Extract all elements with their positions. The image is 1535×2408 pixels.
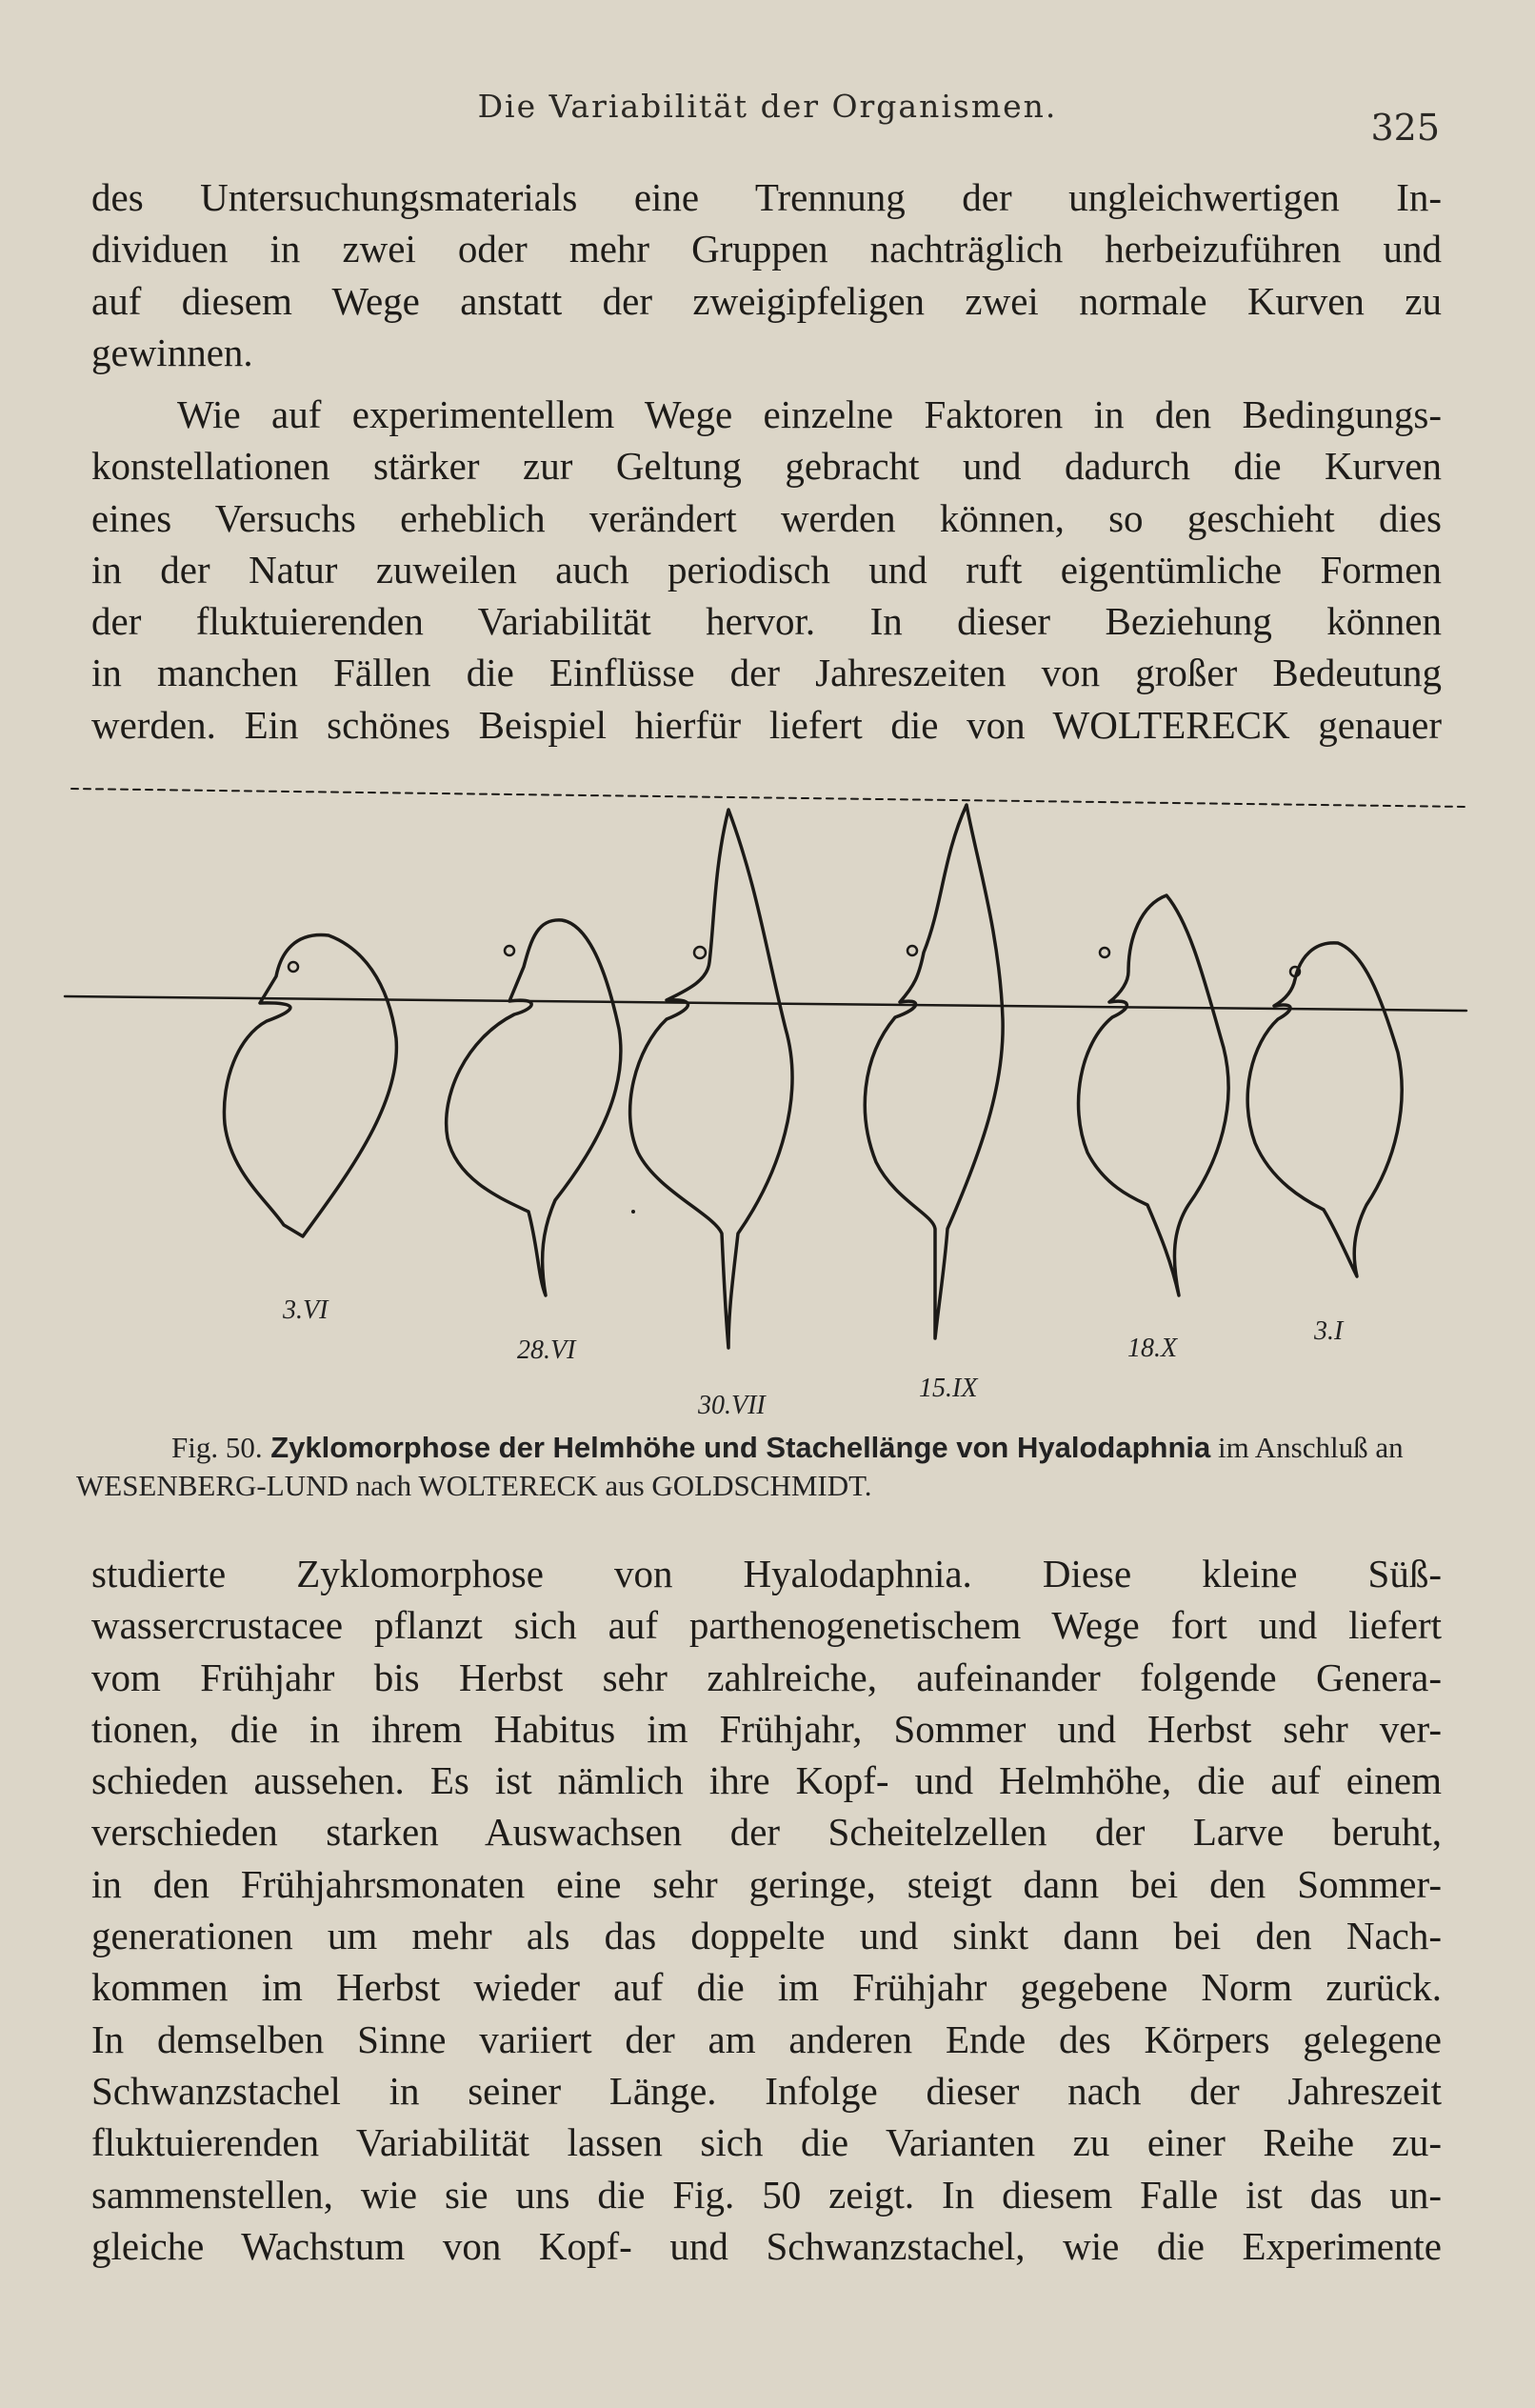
text-line: tionen, die in ihrem Habitus im Frühjahr, Sommer und Herbst sehr ver- [91,1706,1442,1751]
figure-label: 3.VI [283,1295,329,1325]
text-line: in der Natur zuweilen auch periodisch und ruft eigentümliche Formen [91,547,1442,592]
figure-label: 30.VII [698,1391,766,1420]
figure-caption [76,1429,1428,1505]
text-line: In demselben Sinne variiert der am anderen Ende des Körpers gelegene [91,2017,1442,2061]
text-line: werden. Ein schönes Beispiel hierfür liefert die von WOLTERECK genauer [91,702,1442,747]
figure-label: 18.X [1127,1334,1178,1363]
text-line: Wie auf experimentellem Wege einzelne Faktoren in den Bedingungs- [177,392,1442,436]
text-line: gewinnen. [91,330,253,374]
text-line: der fluktuierenden Variabilität hervor. In dieser Beziehung können [91,599,1442,644]
figure-label: 3.I [1314,1316,1344,1346]
organism-3-i [1247,943,1402,1276]
paragraph-2 [91,389,1442,751]
text-line: gleiche Wachstum von Kopf- und Schwanzstachel, wie die Experimente [91,2223,1442,2268]
text-line: wassercrustacee pflanzt sich auf parthenogenetischem Wege fort und liefert [91,1603,1442,1648]
text-line: kommen im Herbst wieder auf die im Frühjahr gegebene Norm zurück. [91,1965,1442,2010]
page-number: 325 [1370,107,1440,149]
figure-number: Fig. 50. [171,1431,263,1464]
text-line: verschieden starken Auswachsen der Scheitelzellen der Larve beruht, [91,1810,1442,1855]
text-line: vom Frühjahr bis Herbst sehr zahlreiche, aufeinander folgende Genera- [91,1655,1442,1699]
text-line: des Untersuchungsmaterials eine Trennung der ungleichwertigen In- [91,175,1442,219]
text-line: in den Frühjahrsmonaten eine sehr geringe, steigt dann bei den Sommer- [91,1861,1442,1906]
text-line: eines Versuchs erheblich verändert werden können, so geschieht dies [91,495,1442,540]
organism-18-x [1079,895,1229,1295]
hyalodaphnia-drawing [57,781,1485,1438]
organism-3-vi [224,935,396,1236]
paragraph-3 [91,1548,1442,2272]
figure-label: 28.VI [517,1335,576,1365]
text-line: generationen um mehr als das doppelte und sinkt dann bei den Nach- [91,1914,1442,1958]
caption-source: im Anschluß an WESENBERG-LUND nach WOLTERECK aus GOLDSCHMIDT. [76,1431,1404,1502]
running-title: Die Variabilität der Organismen. [477,88,1058,125]
organism-15-ix [865,805,1003,1338]
text-line: dividuen in zwei oder mehr Gruppen nachträglich herbeizuführen und [91,227,1442,271]
paragraph-1 [91,171,1442,378]
text-line: studierte Zyklomorphose von Hyalodaphnia. Diese kleine Süß- [91,1552,1442,1595]
text-line: in manchen Fällen die Einflüsse der Jahreszeiten von großer Bedeutung [91,651,1442,695]
text-line: konstellationen stärker zur Geltung gebracht und dadurch die Kurven [91,444,1442,489]
text-line: schieden aussehen. Es ist nämlich ihre Kopf- und Helmhöhe, die auf einem [91,1758,1442,1803]
organism-28-vi [447,920,621,1295]
caption-title: Zyklomorphose der Helmhöhe und Stachellänge von Hyalodaphnia [270,1431,1211,1464]
text-line: auf diesem Wege anstatt der zweigipfeligen zwei normale Kurven zu [91,278,1442,323]
top-reference-line [71,789,1466,807]
organism-30-vii [630,810,792,1348]
figure-50 [57,781,1485,1438]
text-line: fluktuierenden Variabilität lassen sich die Varianten zu einer Reihe zu- [91,2120,1442,2165]
text-line: Schwanzstachel in seiner Länge. Infolge dieser nach der Jahreszeit [91,2068,1442,2113]
text-line: sammenstellen, wie sie uns die Fig. 50 zeigt. In diesem Falle ist das un- [91,2172,1442,2217]
figure-label: 15.IX [919,1374,978,1403]
